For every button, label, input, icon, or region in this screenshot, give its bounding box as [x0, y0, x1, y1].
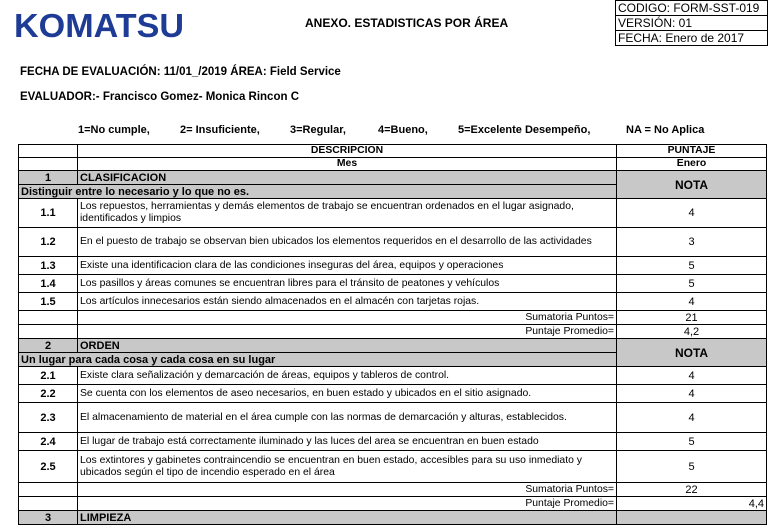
- item-number: 1.5: [19, 293, 78, 311]
- item-number: 1.3: [19, 257, 78, 275]
- sum-value: 21: [617, 311, 767, 325]
- legend-1: 1=No cumple,: [78, 124, 150, 136]
- col-description-header: DESCRIPCION: [78, 145, 617, 158]
- item-score: 4: [617, 403, 767, 433]
- section-title: ORDEN: [78, 339, 617, 353]
- item-number: 2.3: [19, 403, 78, 433]
- item-description: Existe clara señalización y demarcación de áreas, equipos y tableros de control.: [78, 367, 617, 385]
- average-label: Puntaje Promedio=: [78, 325, 617, 339]
- document-title: ANEXO. ESTADISTICAS POR ÁREA: [305, 16, 509, 30]
- item-description: Los repuestos, herramientas y demás elementos de trabajo se encuentran ordenados en el lugar asignado, identificados y limpios: [78, 199, 617, 228]
- nota-header: NOTA: [617, 339, 767, 367]
- evaluator: EVALUADOR:- Francisco Gomez- Monica Rincon C: [20, 91, 300, 103]
- item-score: 4: [617, 293, 767, 311]
- evaluation-date-area: FECHA DE EVALUACIÓN: 11/01_/2019 ÁREA: Field Service: [20, 66, 341, 78]
- item-description: En el puesto de trabajo se observan bien ubicados los elementos requeridos en el desarrollo de las actividades: [78, 228, 617, 257]
- item-number: 1.2: [19, 228, 78, 257]
- item-score: 3: [617, 228, 767, 257]
- item-score: 4: [617, 385, 767, 403]
- item-description: Los extintores y gabinetes contraincendio se encuentran en buen estado, accesibles para su uso inmediato y ubicados según el tipo de incendio esperado en el área: [78, 451, 617, 483]
- komatsu-logo: [14, 9, 186, 41]
- average-value: 4,2: [617, 325, 767, 339]
- item-description: Existe una identificacion clara de las condiciones inseguras del área, equipos y operaciones: [78, 257, 617, 275]
- item-description: El lugar de trabajo está correctamente iluminado y las luces del area se encuentran en buen estado: [78, 433, 617, 451]
- item-number: 2.2: [19, 385, 78, 403]
- item-number: 2.4: [19, 433, 78, 451]
- item-number: 2.1: [19, 367, 78, 385]
- legend-na: NA = No Aplica: [626, 124, 705, 136]
- item-score: 5: [617, 433, 767, 451]
- item-score: 5: [617, 275, 767, 293]
- section-subtitle: Un lugar para cada cosa y cada cosa en su lugar: [19, 353, 617, 367]
- legend-5: 5=Excelente Desempeño,: [458, 124, 591, 136]
- section-number: 2: [19, 339, 78, 353]
- document-metadata: [615, 0, 768, 46]
- month-label: Mes: [78, 158, 617, 171]
- section-subtitle: Distinguir entre lo necesario y lo que no es.: [19, 185, 617, 199]
- average-value: 4,4: [617, 497, 767, 511]
- item-score: 5: [617, 257, 767, 275]
- item-score: 4: [617, 199, 767, 228]
- document-version: VERSIÓN: 01: [616, 16, 767, 31]
- item-number: 1.4: [19, 275, 78, 293]
- section-title: LIMPIEZA: [78, 511, 617, 525]
- average-label: Puntaje Promedio=: [78, 497, 617, 511]
- legend-4: 4=Bueno,: [378, 124, 428, 136]
- item-score: 5: [617, 451, 767, 483]
- item-number: 1.1: [19, 199, 78, 228]
- sum-value: 22: [617, 483, 767, 497]
- item-score: 4: [617, 367, 767, 385]
- item-description: Se cuenta con los elementos de aseo necesarios, en buen estado y ubicados en el sitio asignado.: [78, 385, 617, 403]
- evaluation-table: [18, 144, 767, 525]
- legend-3: 3=Regular,: [290, 124, 346, 136]
- item-description: Los pasillos y áreas comunes se encuentran libres para el tránsito de peatones y vehículos: [78, 275, 617, 293]
- section-title: CLASIFICACION: [78, 171, 617, 185]
- section-number: 3: [19, 511, 78, 525]
- section-number: 1: [19, 171, 78, 185]
- document-date: FECHA: Enero de 2017: [618, 31, 745, 45]
- item-description: El almacenamiento de material en el área cumple con las normas de demarcación y alturas, establecidos.: [78, 403, 617, 433]
- legend-2: 2= Insuficiente,: [180, 124, 260, 136]
- sum-label: Sumatoria Puntos=: [78, 311, 617, 325]
- nota-header: NOTA: [617, 171, 767, 199]
- item-number: 2.5: [19, 451, 78, 483]
- document-code: CODIGO: FORM-SST-019: [616, 1, 767, 16]
- sum-label: Sumatoria Puntos=: [78, 483, 617, 497]
- svg-text:KOMATSU: KOMATSU: [14, 9, 184, 41]
- month-value: Enero: [617, 158, 767, 171]
- col-score-header: PUNTAJE: [617, 145, 767, 158]
- item-description: Los artículos innecesarios están siendo almacenados en el almacén con tarjetas rojas.: [78, 293, 617, 311]
